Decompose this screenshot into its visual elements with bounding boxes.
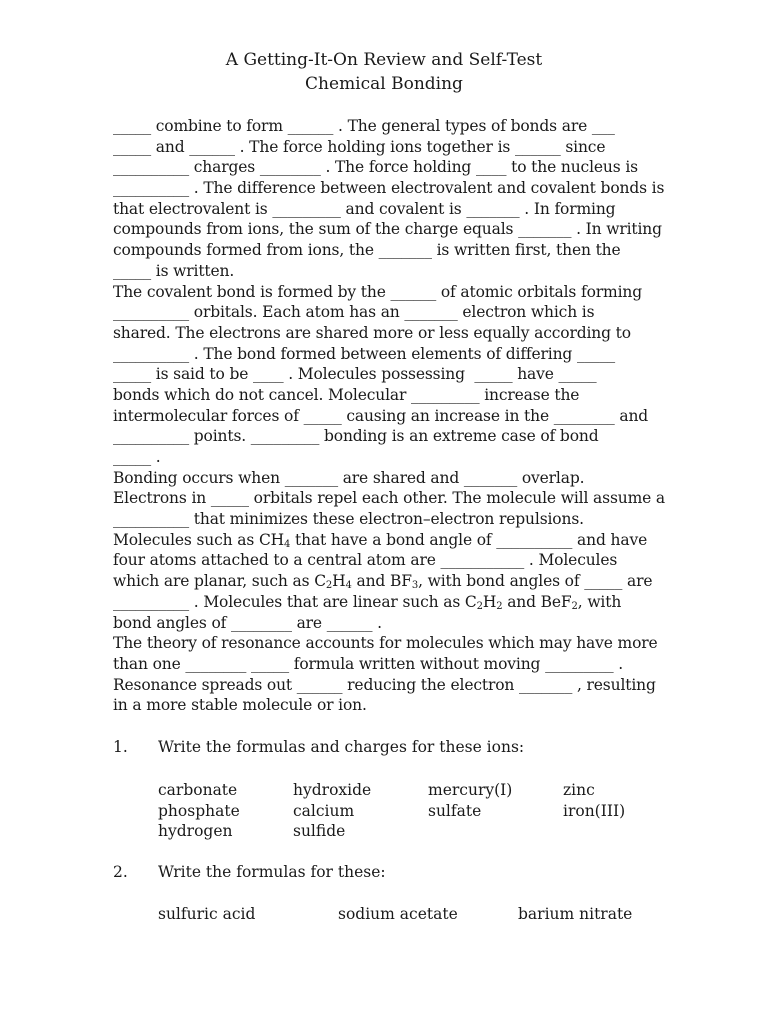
text-line: intermolecular forces of _____ causing an increase in the ________ and [113, 406, 649, 425]
text-line: in a more stable molecule or ion. [113, 696, 367, 715]
question-number: 2. [113, 863, 128, 881]
list-row [158, 801, 698, 822]
text-line: The theory of resonance accounts for molecules which may have more [113, 634, 658, 653]
list-row [158, 780, 698, 801]
text-line: __________ that minimizes these electron–electron repulsions. [113, 510, 584, 529]
subscript: 4 [345, 580, 352, 592]
text-segment: Molecules such as CH [113, 530, 285, 549]
text-line: __________ points. _________ bonding is an extreme case of bond [113, 427, 599, 446]
subscript: 3 [411, 580, 419, 592]
subscript: 4 [284, 538, 291, 550]
text-line: _____ combine to form ______ . The general types of bonds are ___ [113, 117, 615, 135]
text-line: __________ charges ________ . The force holding ____ to the nucleus is [113, 158, 638, 177]
list-item: sulfate [428, 801, 482, 820]
list-item: hydroxide [293, 781, 372, 799]
list-item: calcium [293, 801, 355, 820]
text-segment: that have a bond angle of __________ and have [290, 530, 648, 549]
text-line: Bonding occurs when _______ are shared and _______ overlap. [113, 468, 585, 487]
question-text: Write the formulas for these: [158, 863, 386, 881]
text-line: __________ . The difference between electrovalent and covalent bonds is [113, 179, 665, 198]
text-line-c2h4 [113, 571, 658, 592]
list-row [158, 904, 698, 925]
subscript: 2 [496, 600, 503, 612]
question-text: Write the formulas and charges for these ions: [158, 738, 525, 756]
text-segment: and BF [351, 572, 412, 591]
list-item: phosphate [158, 801, 240, 820]
text-line: _____ and ______ . The force holding ions together is ______ since [113, 137, 606, 156]
text-line-ch4 [113, 530, 658, 551]
text-line: Electrons in _____ orbitals repel each other. The molecule will assume a [113, 489, 666, 508]
text-line: four atoms attached to a central atom are ___________ . Molecules [113, 551, 618, 570]
subscript: 2 [476, 600, 483, 612]
list-item: sulfuric acid [158, 905, 256, 923]
list-item: iron(III) [563, 801, 626, 820]
text-line: compounds formed from ions, the _______ is written first, then the [113, 241, 621, 260]
review-paragraph [113, 116, 666, 716]
subscript: 2 [325, 580, 333, 592]
text-segment: H [332, 572, 346, 591]
text-line: compounds from ions, the sum of the charge equals _______ . In writing [113, 220, 662, 239]
text-line: bond angles of ________ are ______ . [113, 613, 382, 632]
text-line: _____ is written. [113, 261, 235, 280]
text-segment: which are planar, such as C [113, 572, 326, 591]
list-item: hydrogen [158, 822, 233, 841]
text-line: _____ is said to be ____ . Molecules possessing _____ have _____ [113, 365, 597, 384]
text-line-c2h2 [113, 592, 658, 613]
text-line: shared. The electrons are shared more or less equally according to [113, 323, 631, 342]
text-segment: __________ . Molecules that are linear such as C [113, 592, 477, 611]
list-item: zinc [563, 781, 595, 799]
list-item: mercury(I) [428, 781, 513, 799]
list-item: sodium acetate [338, 905, 458, 923]
title-line-1: A Getting-It-On Review and Self-Test [225, 50, 543, 70]
text-line: Resonance spreads out ______ reducing the electron _______ , resulting [113, 675, 656, 694]
text-segment: and BeF [502, 592, 572, 611]
title-line-2: Chemical Bonding [305, 74, 463, 94]
ion-list [158, 780, 698, 842]
list-item: sulfide [293, 822, 346, 841]
text-line: bonds which do not cancel. Molecular _________ increase the [113, 385, 580, 404]
subscript: 2 [571, 600, 578, 612]
compound-list [158, 904, 698, 925]
question-number: 1. [113, 738, 128, 756]
text-line: that electrovalent is _________ and covalent is _______ . In forming [113, 199, 616, 218]
list-row [158, 821, 698, 842]
list-item: carbonate [158, 781, 238, 799]
list-item: barium nitrate [518, 905, 633, 923]
text-line: _____ . [113, 448, 161, 466]
text-segment: , with bond angles of _____ are [418, 572, 653, 591]
document-title [0, 48, 768, 96]
text-segment: H [482, 592, 497, 611]
text-line: __________ orbitals. Each atom has an _______ electron which is [113, 303, 595, 322]
text-line: __________ . The bond formed between elements of differing _____ [113, 344, 615, 363]
text-line: The covalent bond is formed by the ______ of atomic orbitals forming [113, 282, 642, 301]
text-segment: , with [577, 592, 622, 611]
text-line: than one ________ _____ formula written without moving _________ . [113, 654, 624, 673]
